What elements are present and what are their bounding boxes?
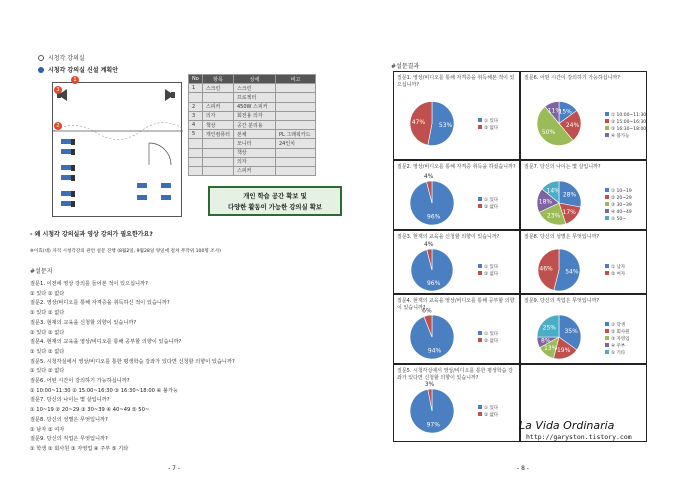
marker-1: 1 xyxy=(71,76,79,84)
pie-chart xyxy=(394,161,521,231)
legend-item xyxy=(605,271,625,278)
table-cell xyxy=(189,148,203,157)
table-cell: 24인치 xyxy=(275,139,315,148)
table-cell: 의자 xyxy=(233,157,275,166)
table-row xyxy=(189,120,316,129)
legend-label: ② 회사원 xyxy=(611,330,630,335)
legend-item xyxy=(478,405,498,412)
legend-label: ② 없다 xyxy=(484,272,499,277)
legend-item xyxy=(605,202,632,209)
table-header: 상세 xyxy=(233,75,275,84)
survey-line: ① 10~19 ② 20~29 ③ 30~39 ④ 40~49 ⑤ 50~ xyxy=(30,407,150,414)
table-cell: 스피커 xyxy=(233,166,275,175)
legend-swatch xyxy=(478,264,482,268)
floor-plan-drawing xyxy=(53,83,183,218)
legend-item xyxy=(605,112,646,119)
legend-label: ③ 30~39 xyxy=(611,203,632,208)
survey-line: 질문7. 당신의 나이는 몇 살입니까? xyxy=(30,397,110,404)
pie-chart xyxy=(394,295,521,365)
results-heading: #설문결과 xyxy=(391,63,420,70)
legend-item xyxy=(478,264,498,271)
legend-swatch xyxy=(605,126,609,130)
pie-data-label: 11% xyxy=(547,107,562,115)
table-cell xyxy=(202,139,233,148)
legend-label: ① 남자 xyxy=(611,265,626,270)
circle-bullet-icon xyxy=(38,55,44,61)
legend-item xyxy=(605,264,625,271)
equipment-table xyxy=(188,74,316,176)
legend-swatch xyxy=(478,125,482,129)
survey-line: 질문3. 현재의 교육을 신청할 의향이 있습니까? xyxy=(30,319,137,326)
table-cell xyxy=(202,93,233,102)
chart-legend xyxy=(605,112,646,140)
table-cell: 의자 xyxy=(202,111,233,120)
pie-data-label: 14% xyxy=(546,187,560,195)
legend-item xyxy=(605,188,632,195)
legend-item xyxy=(605,119,646,126)
legend-label: ③ 16:30~18:00 xyxy=(611,126,647,132)
marker-3: 3 xyxy=(54,86,62,94)
question-title: - 왜 시청각 강의실과 영상 강의가 필요한가요? xyxy=(30,231,153,238)
legend-item xyxy=(478,197,498,204)
pie-data-label: 24% xyxy=(565,122,580,130)
pie-data-label: 4% xyxy=(423,241,434,249)
survey-line: ① 10:00~11:30 ② 15:00~16:30 ③ 16:30~18:00 ④ 불가능 xyxy=(30,387,178,394)
table-cell: 공간 분리용 xyxy=(233,120,275,129)
table-row xyxy=(189,84,316,93)
legend-label: ① 학생 xyxy=(611,323,626,328)
chart-cell xyxy=(393,160,520,230)
pie-chart xyxy=(394,231,521,295)
survey-line: ① 학생 ② 회사원 ③ 자영업 ④ 주부 ⑤ 기타 xyxy=(30,445,129,452)
chart-question: 질문7. 당신의 나이는 몇 살입니까? xyxy=(524,164,601,170)
legend-swatch xyxy=(605,329,609,333)
survey-line: 질문5. 시청각실에서 영상/비디오를 통한 평생학습 강좌가 있다면 신청할 의향이 있습니까? xyxy=(30,358,235,365)
legend-label: ② 15:00~16:30 xyxy=(611,119,647,125)
pie-chart xyxy=(394,365,521,443)
pie-data-label: 18% xyxy=(538,198,553,206)
survey-line: ① 있다 ② 없다 xyxy=(30,329,65,336)
survey-line: 질문2. 영상/비디오를 통해 자격증을 취득하신 적이 있습니까? xyxy=(30,300,170,307)
legend-label: ④ 불가능 xyxy=(611,133,630,139)
legend-swatch xyxy=(478,331,482,335)
survey-line: ① 있다 ② 없다 xyxy=(30,310,65,317)
pie-data-label: 8% xyxy=(541,337,551,345)
table-cell: 스크린 xyxy=(233,84,275,93)
page-number-right: - 8 - xyxy=(517,465,529,472)
pie-data-label: 94% xyxy=(427,347,442,355)
chart-cell xyxy=(520,160,647,230)
legend-item xyxy=(605,133,646,140)
legend-item xyxy=(605,126,646,133)
chart-cell xyxy=(520,71,647,160)
pie-data-label: 19% xyxy=(556,346,571,354)
signature: La Vida Ordinaria xyxy=(519,419,615,432)
legend-swatch xyxy=(605,202,609,206)
chart-question: 질문1. 영상/비디오를 통해 자격증을 취득해본 적이 있으십니까? xyxy=(397,75,515,88)
legend-swatch xyxy=(605,343,609,347)
chart-question: 질문6. 어떤 시간이 강의하기 가능하십니까? xyxy=(524,75,620,81)
legend-swatch xyxy=(605,264,609,268)
legend-label: ① 있다 xyxy=(484,118,499,124)
legend-swatch xyxy=(478,118,482,122)
legend-item xyxy=(605,343,630,350)
table-header-row xyxy=(189,75,316,84)
table-row xyxy=(189,102,316,111)
legend-swatch xyxy=(605,271,609,275)
legend-swatch xyxy=(478,197,482,201)
callout-line-1: 개인 학습 공간 확보 및 xyxy=(243,193,307,200)
legend-label: ② 없다 xyxy=(484,205,499,210)
table-cell xyxy=(189,139,203,148)
callout-line-2: 다양한 활동이 가능한 강의실 확보 xyxy=(228,204,322,211)
table-cell xyxy=(275,93,315,102)
chart-legend xyxy=(605,264,625,278)
table-row xyxy=(189,130,316,139)
callout-box xyxy=(208,186,342,216)
legend-swatch xyxy=(605,133,609,137)
pie-data-label: 53% xyxy=(438,121,453,129)
legend-swatch xyxy=(605,119,609,123)
pie-data-label: 50% xyxy=(541,129,556,137)
pie-data-label: 15% xyxy=(558,108,572,116)
pie-data-label: 17% xyxy=(562,209,576,217)
chart-legend xyxy=(478,197,498,211)
legend-item xyxy=(605,350,630,357)
legend-label: ④ 주부 xyxy=(611,344,626,349)
chart-question: 질문5. 시청각실에서 영상/비디오를 통한 평생학습 강좌가 있다면 신청할 의향이 있습니까? xyxy=(397,368,513,381)
legend-label: ① 있다 xyxy=(484,198,499,203)
pie-data-label: 25% xyxy=(542,324,557,332)
legend-item xyxy=(478,338,498,345)
legend-label: ① 있다 xyxy=(484,265,499,270)
legend-label: ⑤ 기타 xyxy=(611,351,626,356)
table-cell xyxy=(275,111,315,120)
table-cell: 450W 스피커 xyxy=(233,102,275,111)
floor-plan xyxy=(52,82,182,217)
pie-data-label: 47% xyxy=(411,119,426,127)
legend-label: ② 없다 xyxy=(484,339,499,344)
table-cell xyxy=(275,166,315,175)
table-header: 비고 xyxy=(275,75,315,84)
table-cell xyxy=(189,166,203,175)
table-cell: 3 xyxy=(189,111,203,120)
pie-data-label: 23% xyxy=(546,212,561,220)
table-cell xyxy=(202,148,233,157)
legend-swatch xyxy=(605,195,609,199)
survey-line: ① 있다 ② 없다 xyxy=(30,290,65,297)
table-cell: 회전용 의자 xyxy=(233,111,275,120)
chart-legend xyxy=(605,188,632,223)
pie-data-label: 96% xyxy=(427,213,441,221)
legend-item xyxy=(605,336,630,343)
legend-swatch xyxy=(478,204,482,208)
table-cell: 책상 xyxy=(233,148,275,157)
legend-item xyxy=(605,195,632,202)
chart-legend xyxy=(478,331,498,345)
chart-legend xyxy=(478,405,498,419)
table-header: 항목 xyxy=(202,75,233,84)
legend-swatch xyxy=(478,405,482,409)
survey-heading: #설문지 xyxy=(30,268,53,275)
chart-cell xyxy=(393,364,520,442)
table-cell: 스피커 xyxy=(202,102,233,111)
chart-question: 질문9. 당신의 직업은 무엇입니까? xyxy=(524,298,599,304)
table-row xyxy=(189,157,316,166)
table-row xyxy=(189,166,316,175)
legend-item xyxy=(478,204,498,211)
speaker-icon-right xyxy=(165,89,175,101)
legend-swatch xyxy=(605,216,609,220)
table-cell: 5 xyxy=(189,130,203,139)
table-cell xyxy=(275,157,315,166)
pie-data-label: 97% xyxy=(426,421,440,429)
pie-data-label: 54% xyxy=(565,268,579,276)
chart-cell xyxy=(393,294,520,364)
table-cell: 프로젝터 xyxy=(233,93,275,102)
legend-label: ① 있다 xyxy=(484,332,499,337)
heading-2: 시청각 강의실 신설 계획안 xyxy=(38,67,118,74)
table-cell: 2 xyxy=(189,102,203,111)
pie-data-label: 6% xyxy=(422,307,432,315)
chart-question: 질문2. 영상/비디오를 통해 자격증 취득을 하셨습니까? xyxy=(397,164,516,170)
table-cell: 1 xyxy=(189,84,203,93)
legend-item xyxy=(605,329,630,336)
table-cell xyxy=(189,157,203,166)
legend-item xyxy=(478,125,498,132)
survey-line: 질문9. 당신의 직업은 무엇입니까? xyxy=(30,436,108,443)
table-cell xyxy=(189,93,203,102)
legend-label: ① 있다 xyxy=(484,406,499,411)
chart-question: 질문8. 당신의 성별은 무엇입니까? xyxy=(524,234,599,240)
survey-line: 질문1. 이전에 영상 강의를 들어본 적이 있으십니까? xyxy=(30,281,148,287)
table-cell: PL 그래픽카드 xyxy=(275,130,315,139)
table-row xyxy=(189,93,316,102)
survey-line: ① 있다 ② 없다 xyxy=(30,348,65,355)
page-number-left: - 7 - xyxy=(168,465,180,472)
table-header: No xyxy=(189,75,203,84)
chart-legend xyxy=(478,118,498,132)
legend-label: ② 여자 xyxy=(611,272,626,277)
legend-item xyxy=(478,271,498,278)
table-cell xyxy=(275,148,315,157)
survey-line: 질문4. 현재의 교육을 영상/비디오를 통해 공부할 의향이 있습니까? xyxy=(30,339,182,346)
legend-swatch xyxy=(605,322,609,326)
legend-swatch xyxy=(478,338,482,342)
legend-item xyxy=(478,331,498,338)
survey-line: 질문6. 어떤 시간이 강의하기 가능하십니까? xyxy=(30,378,130,384)
legend-label: ② 없다 xyxy=(484,125,499,131)
legend-swatch xyxy=(605,336,609,340)
marker-2: 2 xyxy=(54,122,62,130)
legend-item xyxy=(605,322,630,329)
legend-swatch xyxy=(478,271,482,275)
legend-swatch xyxy=(605,112,609,116)
pie-data-label: 4% xyxy=(423,173,434,181)
legend-swatch xyxy=(605,209,609,213)
chart-question: 질문3. 현재의 교육을 신청할 의향이 있습니까? xyxy=(397,234,500,240)
table-cell: 모니터 xyxy=(233,139,275,148)
pie-data-label: 28% xyxy=(562,191,577,199)
chart-question: 질문4. 현재의 교육을 영상/비디오를 통해 공부할 의향이 있습니까? xyxy=(397,298,515,311)
legend-item xyxy=(605,209,632,216)
chart-legend xyxy=(605,322,630,357)
table-cell: 스크린 xyxy=(202,84,233,93)
signature-url: http://garyston.tistory.com xyxy=(526,433,632,441)
legend-swatch xyxy=(605,188,609,192)
pie-data-label: 96% xyxy=(426,279,441,287)
table-cell xyxy=(275,102,315,111)
legend-item xyxy=(478,412,498,419)
chart-cell xyxy=(393,230,520,294)
table-cell: 책상 xyxy=(202,120,233,129)
table-cell xyxy=(275,84,315,93)
legend-item xyxy=(605,216,632,223)
pie-chart xyxy=(394,72,521,161)
table-cell: 4 xyxy=(189,120,203,129)
table-cell xyxy=(275,120,315,129)
legend-swatch xyxy=(478,412,482,416)
legend-label: ⑤ 50~ xyxy=(611,217,626,222)
chart-cell xyxy=(393,71,520,160)
blue-bullet-icon xyxy=(38,67,44,73)
chart-cell xyxy=(520,294,647,364)
table-row xyxy=(189,111,316,120)
table-cell: 본체 xyxy=(233,130,275,139)
pie-data-label: 13% xyxy=(543,344,558,352)
legend-label: ② 없다 xyxy=(484,413,499,418)
legend-label: ① 10:00~11:30 xyxy=(611,112,647,118)
chart-cell xyxy=(520,230,647,294)
legend-item xyxy=(478,118,498,125)
heading-1: 시청각 강의실 xyxy=(38,55,85,62)
table-row xyxy=(189,139,316,148)
survey-line: ① 남자 ② 여자 xyxy=(30,426,65,433)
pie-data-label: 3% xyxy=(424,381,435,389)
legend-label: ④ 40~49 xyxy=(611,210,632,215)
pie-chart xyxy=(521,231,648,295)
pie-data-label: 46% xyxy=(539,265,553,273)
table-cell xyxy=(202,166,233,175)
survey-line: ① 있다 ② 없다 xyxy=(30,368,65,375)
table-row xyxy=(189,148,316,157)
legend-swatch xyxy=(605,350,609,354)
table-cell xyxy=(202,157,233,166)
legend-label: ③ 자영업 xyxy=(611,337,630,342)
survey-line: 질문8. 당신의 성별은 무엇입니까? xyxy=(30,416,108,423)
pie-data-label: 35% xyxy=(564,327,578,335)
legend-label: ② 20~29 xyxy=(611,196,632,201)
table-cell: 개인컴퓨터 xyxy=(202,130,233,139)
legend-label: ① 10~19 xyxy=(611,189,632,194)
chart-legend xyxy=(478,264,498,278)
survey-note: ※이효(대) 자격 시청각강의 관련 설문 진행 (8월2일, 9월28일 양일에 걸쳐 무작위 100명 조사) xyxy=(30,249,221,254)
